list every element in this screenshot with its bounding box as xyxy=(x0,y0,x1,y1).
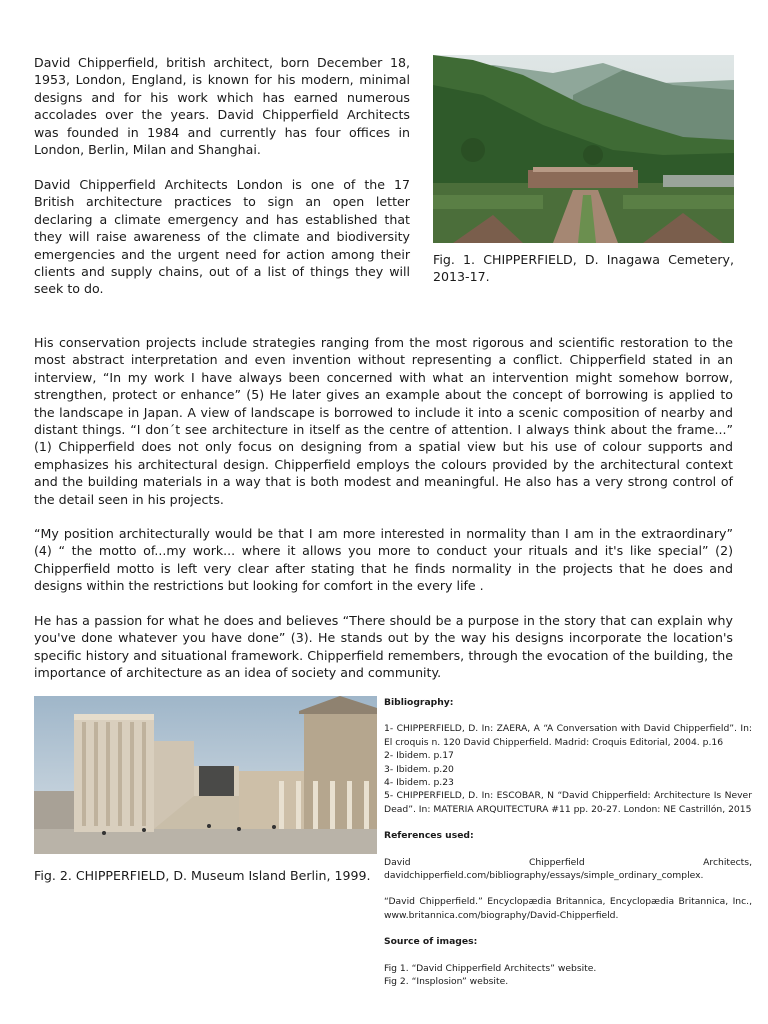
source-item: Fig 1. “David Chipperfield Architects” website. xyxy=(384,962,597,974)
fig1-caption: Fig. 1. CHIPPERFIELD, D. Inagawa Cemetery, 2013-17. xyxy=(433,252,734,285)
bibliography-item: 1- CHIPPERFIELD, D. In: ZAERA, A “A Conversation with David Chipperfield”. In: El croquis n. 120 David Chipperfield. Madrid: Croquis Editorial, 2004. p.16 xyxy=(384,723,752,748)
reference-item: “David Chipperfield.” Encyclopædia Britannica, Encyclopædia Britannica, Inc., www.britannica.com/biography/David-Chipperfield. xyxy=(384,896,752,921)
fig2-caption: Fig. 2. CHIPPERFIELD, D. Museum Island Berlin, 1999. xyxy=(34,868,371,883)
bibliography-item: 2- Ibidem. p.17 xyxy=(384,750,454,762)
source-item: Fig 2. “Insplosion” website. xyxy=(384,976,509,988)
body-paragraph-3: He has a passion for what he does and believes “There should be a purpose in the story that can explain why you've done whatever you have done” (3). He stands out by the way his designs incorporate the location's specific history and situational framework. Chipperfield remembers, through the evocation of the building, the importance of architecture as an idea of society and community. xyxy=(34,613,733,681)
bibliography-block xyxy=(384,696,752,989)
bibliography-heading: Bibliography: xyxy=(384,697,454,708)
bibliography-item: 4- Ibidem. p.23 xyxy=(384,777,454,789)
body-paragraph-1: His conservation projects include strategies ranging from the most rigorous and scientific restoration to the most abstract interpretation and even invention without representing a conflict. Chipperfield stated in an interview, “In my work I have always been concerned with what an intervention might somehow borrow, strengthen, protect or enhance” (5) He later gives an example about the concept of borrowing is applied to the landscape in Japan. A view of landscape is borrowed to include it into a scenic composition of nearby and distant things. “I don´t see architecture in itself as the centre of attention. I always think about the frame...” (1) Chipperfield does not only focus on designing from a spatial view but his use of colour supports and emphasizes his architectural design. Chipperfield employs the colours provided by the architectural context and the building materials in a way that is both modest and meaningful. He also has a very strong control of the detail seen in his projects. xyxy=(34,335,733,507)
intro-paragraph-2: David Chipperfield Architects London is one of the 17 British architecture practices to sign an open letter declaring a climate emergency and has established that they will raise awareness of the climate and biodiversity emergencies and the urgent need for action among their clients and supply chains, out of a list of things they will seek to do. xyxy=(34,177,410,297)
fig1-image xyxy=(433,55,734,243)
references-heading: References used: xyxy=(384,830,474,842)
intro-paragraph-1: David Chipperfield, british architect, born December 18, 1953, London, England, is known for his modern, minimal designs and for his work which has earned numerous accolades over the years. David Chipperfield Architects was founded in 1984 and currently has four offices in London, Berlin, Milan and Shanghai. xyxy=(34,55,410,158)
sources-heading: Source of images: xyxy=(384,936,478,948)
bibliography-item: 5- CHIPPERFIELD, D. In: ESCOBAR, N “David Chipperfield: Architecture Is Never Dead”. In: MATERIA ARQUITECTURA #11 pp. 20-27. London: NE Castrillón, 2015 xyxy=(384,790,752,815)
reference-item: David Chipperfield Architects, davidchipperfield.com/bibliography/essays/simple_ordinary_complex. xyxy=(384,856,752,882)
fig2-image xyxy=(34,696,377,854)
body-paragraph-2: “My position architecturally would be that I am more interested in normality than I am in the extraordinary” (4) “ the motto of...my work... where it allows you more to conduct your rituals and it's like special” (2) Chipperfield motto is left very clear after stating that he finds normality in the projects that he does and designs within the restrictions but looking for comfort in the every life . xyxy=(34,526,733,594)
bibliography-item: 3- Ibidem. p.20 xyxy=(384,763,454,775)
